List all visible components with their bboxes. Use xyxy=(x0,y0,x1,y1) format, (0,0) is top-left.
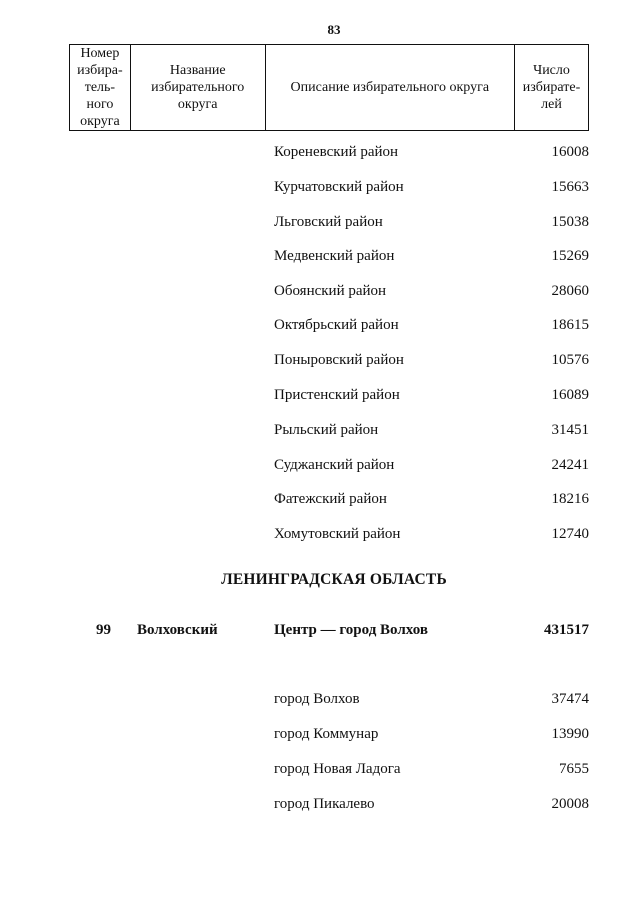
district-voters: 15038 xyxy=(551,214,589,230)
district-voters: 24241 xyxy=(551,457,589,473)
district-voters: 18615 xyxy=(551,317,589,333)
district-voters: 20008 xyxy=(551,796,589,812)
header-line: ного xyxy=(86,97,114,112)
district-name: Октябрьский район xyxy=(274,317,399,333)
header-line: округа xyxy=(80,114,120,129)
district-name: Фатежский район xyxy=(274,491,387,507)
district-name: Рыльский район xyxy=(274,422,379,438)
district-name: город Новая Ладога xyxy=(274,761,401,777)
header-line: округа xyxy=(177,97,218,112)
district-voters: 37474 xyxy=(551,691,589,707)
header-line: тель- xyxy=(84,80,116,95)
region-title: ЛЕНИНГРАДСКАЯ ОБЛАСТЬ xyxy=(221,571,447,588)
district-voters: 12740 xyxy=(551,526,589,542)
table-header xyxy=(69,44,589,131)
header-line: избирательного xyxy=(151,80,245,95)
district-voters: 16008 xyxy=(551,144,589,160)
header-line: избирате- xyxy=(522,80,581,95)
header-line: избира- xyxy=(77,63,123,78)
constituency-total-voters: 431517 xyxy=(544,622,589,638)
district-voters: 28060 xyxy=(551,283,589,299)
district-name: город Коммунар xyxy=(274,726,379,742)
header-district-name xyxy=(130,45,265,131)
constituency-number: 99 xyxy=(96,622,111,638)
district-name: Льговский район xyxy=(274,214,383,230)
header-district-number xyxy=(70,45,131,131)
district-name: Курчатовский район xyxy=(274,179,404,195)
constituency-center: Центр — город Волхов xyxy=(274,622,428,638)
district-voters: 7655 xyxy=(559,761,589,777)
header-district-description xyxy=(265,45,514,131)
header-line: Номер xyxy=(80,46,120,61)
district-name: город Пикалево xyxy=(274,796,375,812)
header-line: Название xyxy=(169,63,226,78)
header-line: Число xyxy=(533,63,570,78)
header-line: лей xyxy=(541,97,562,112)
district-name: Хомутовский район xyxy=(274,526,401,542)
district-name: Поныровский район xyxy=(274,352,404,368)
district-name: город Волхов xyxy=(274,691,360,707)
header-voters-count xyxy=(514,45,588,131)
district-name: Кореневский район xyxy=(274,144,399,160)
district-name: Медвенский район xyxy=(274,248,395,264)
district-voters: 10576 xyxy=(551,352,589,368)
district-voters: 15269 xyxy=(551,248,589,264)
header-line: Описание избирательного округа xyxy=(290,80,490,95)
district-name: Суджанский район xyxy=(274,457,395,473)
page-number: 83 xyxy=(327,22,341,37)
district-voters: 13990 xyxy=(551,726,589,742)
district-voters: 18216 xyxy=(551,491,589,507)
district-voters: 31451 xyxy=(551,422,589,438)
district-voters: 16089 xyxy=(551,387,589,403)
district-name: Пристенский район xyxy=(274,387,400,403)
district-name: Обоянский район xyxy=(274,283,387,299)
district-voters: 15663 xyxy=(551,179,589,195)
constituency-name: Волховский xyxy=(137,622,218,638)
